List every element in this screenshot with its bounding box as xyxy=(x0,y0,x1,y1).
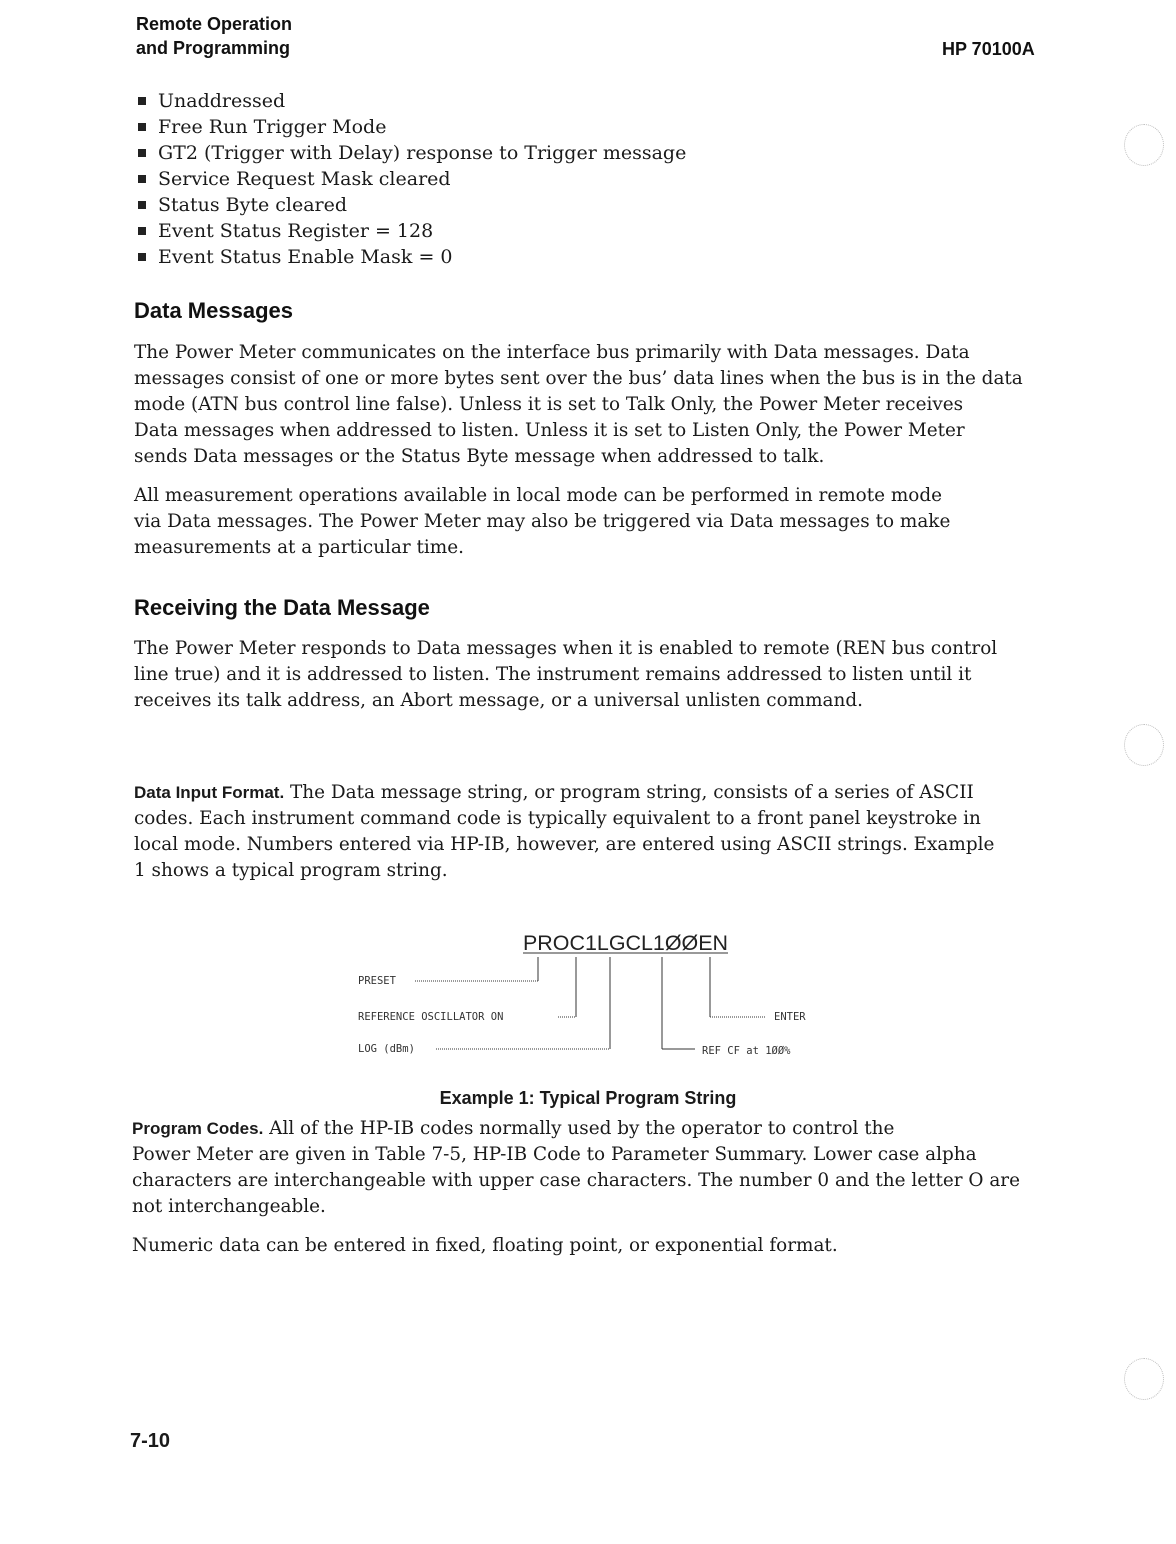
bullet-icon xyxy=(138,227,146,235)
connector-lines xyxy=(415,957,766,1049)
list-item: Service Request Mask cleared xyxy=(136,166,686,192)
heading-data-messages: Data Messages xyxy=(134,298,293,323)
section-title-line-1: Remote Operation xyxy=(136,14,293,34)
list-item: Event Status Register = 128 xyxy=(136,218,686,244)
punch-hole-icon xyxy=(1124,124,1164,166)
bullet-icon xyxy=(138,253,146,261)
label-preset: PRESET xyxy=(358,975,396,987)
list-item: GT2 (Trigger with Delay) response to Trigger message xyxy=(136,140,686,166)
preset-state-list xyxy=(136,88,686,270)
paragraph-program-codes: Program Codes. All of the HP-IB codes normally used by the operator to control the Power Meter are given in Table 7-5, HP-IB Code to Parameter Summary. Lower case alpha characters are interchangeable with upper case characters. The number 0 and the letter O are not interchangeable. xyxy=(132,1118,1020,1217)
runin-data-input-format: Data Input Format. xyxy=(134,783,285,802)
list-item: Status Byte cleared xyxy=(136,192,686,218)
punch-hole-icon xyxy=(1124,1358,1164,1400)
paragraph-data-input-format: Data Input Format. The Data message string, or program string, consists of a series of ASCII codes. Each instrument command code is typically equivalent to a front panel keystroke in local mode. Numbers entered via HP-IB, however, are entered using ASCII strings. Example 1 shows a typical program string. xyxy=(134,782,995,881)
list-item: Event Status Enable Mask = 0 xyxy=(136,244,686,270)
list-item: Unaddressed xyxy=(136,88,686,114)
page-number: 7-10 xyxy=(130,1430,171,1452)
label-enter: ENTER xyxy=(774,1011,806,1023)
program-string: PROC1LGCL1ØØEN xyxy=(523,932,728,955)
label-ref-cf: REF CF at 1ØØ% xyxy=(702,1045,791,1057)
bullet-icon xyxy=(138,175,146,183)
bullet-icon xyxy=(138,97,146,105)
runin-program-codes: Program Codes. xyxy=(132,1119,264,1138)
bullet-icon xyxy=(138,201,146,209)
label-log-dbm: LOG (dBm) xyxy=(358,1043,415,1055)
paragraph-receiving: The Power Meter responds to Data messages when it is enabled to remote (REN bus control line true) and it is addressed to listen. The instrument remains addressed to listen until it receives its talk address, an Abort message, or a universal unlisten command. xyxy=(134,638,998,711)
punch-hole-icon xyxy=(1124,724,1164,766)
program-string-diagram xyxy=(350,925,830,1065)
section-title xyxy=(136,12,292,60)
paragraph-measurement-operations: All measurement operations available in local mode can be performed in remote mode via Data messages. The Power Meter may also be triggered via Data messages to make measurements at a particular time. xyxy=(134,485,951,558)
paragraph-numeric-data: Numeric data can be entered in fixed, floating point, or exponential format. xyxy=(132,1235,838,1256)
paragraph-data-messages: The Power Meter communicates on the interface bus primarily with Data messages. Data messages consist of one or more bytes sent over the bus’ data lines when the bus is in the data mode (ATN bus control line false). Unless it is set to Talk Only, the Power Meter receives Data messages when addressed to listen. Unless it is set to Listen Only, the Power Meter sends Data messages or the Status Byte message when addressed to talk. xyxy=(134,342,1023,467)
bullet-icon xyxy=(138,123,146,131)
list-item: Free Run Trigger Mode xyxy=(136,114,686,140)
heading-receiving-data-message: Receiving the Data Message xyxy=(134,595,430,620)
model-number: HP 70100A xyxy=(942,39,1035,59)
section-title-line-2: and Programming xyxy=(136,38,291,58)
example-caption: Example 1: Typical Program String xyxy=(439,1088,737,1108)
bullet-icon xyxy=(138,149,146,157)
label-reference-oscillator: REFERENCE OSCILLATOR ON xyxy=(358,1011,504,1023)
